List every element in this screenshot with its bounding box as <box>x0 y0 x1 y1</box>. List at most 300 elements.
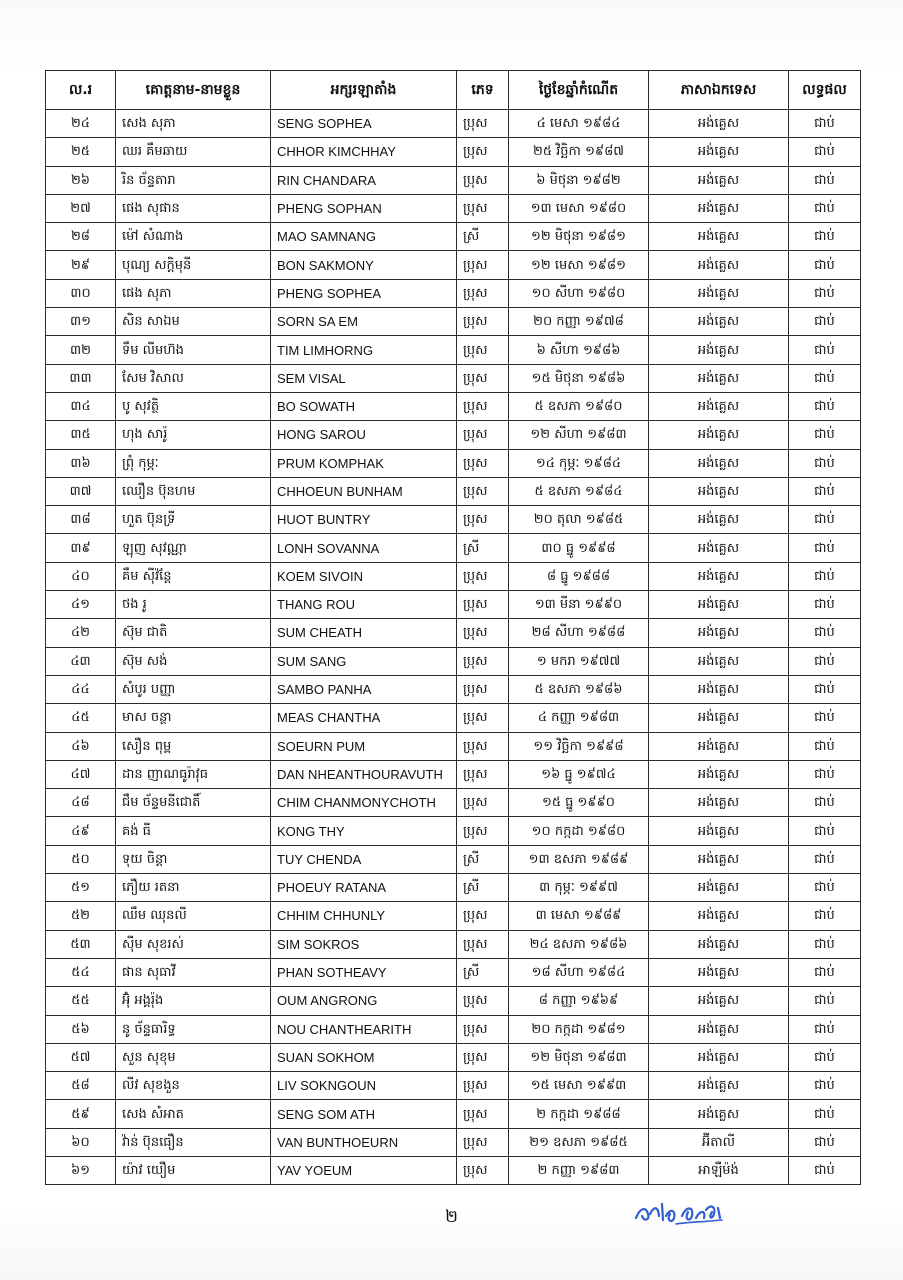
table-row <box>46 279 861 307</box>
cell-date-of-birth: ១៣ មីនា ១៩៩០ <box>509 591 649 619</box>
cell-language: អង់គ្លេស <box>649 704 789 732</box>
table-row <box>46 223 861 251</box>
table-body <box>46 110 861 1185</box>
table-row <box>46 364 861 392</box>
cell-number: ៣៩ <box>46 534 116 562</box>
cell-number: ៥៣ <box>46 930 116 958</box>
cell-latin-name: TUY CHENDA <box>271 845 457 873</box>
cell-language: អង់គ្លេស <box>649 562 789 590</box>
cell-language: អង់គ្លេស <box>649 1043 789 1071</box>
cell-result: ជាប់ <box>789 789 861 817</box>
cell-language: អង់គ្លេស <box>649 506 789 534</box>
cell-date-of-birth: ១២ មេសា ១៩៨១ <box>509 251 649 279</box>
cell-sex: ប្រុស <box>457 789 509 817</box>
cell-number: ២៦ <box>46 166 116 194</box>
cell-result: ជាប់ <box>789 732 861 760</box>
cell-khmer-name: សែម វិសាល <box>116 364 271 392</box>
table-row <box>46 1015 861 1043</box>
cell-sex: ប្រុស <box>457 562 509 590</box>
cell-number: ៤០ <box>46 562 116 590</box>
cell-latin-name: LONH SOVANNA <box>271 534 457 562</box>
cell-latin-name: HUOT BUNTRY <box>271 506 457 534</box>
cell-date-of-birth: ៤ មេសា ១៩៨៤ <box>509 110 649 138</box>
cell-language: អង់គ្លេស <box>649 874 789 902</box>
cell-sex: ស្រី <box>457 534 509 562</box>
cell-latin-name: PHOEUY RATANA <box>271 874 457 902</box>
cell-date-of-birth: ៤ កញ្ញា ១៩៨៣ <box>509 704 649 732</box>
cell-number: ៣៦ <box>46 449 116 477</box>
cell-latin-name: PHENG SOPHEA <box>271 279 457 307</box>
cell-result: ជាប់ <box>789 506 861 534</box>
cell-khmer-name: ផេង សុផាន <box>116 194 271 222</box>
header-latin-name: អក្សរឡាតាំង <box>271 71 457 110</box>
cell-language: អង់គ្លេស <box>649 591 789 619</box>
cell-language: អង់គ្លេស <box>649 817 789 845</box>
cell-latin-name: KONG THY <box>271 817 457 845</box>
table-row <box>46 336 861 364</box>
cell-number: ៤៨ <box>46 789 116 817</box>
cell-date-of-birth: ១២ មិថុនា ១៩៨១ <box>509 223 649 251</box>
table-header-row <box>46 71 861 110</box>
cell-result: ជាប់ <box>789 110 861 138</box>
table-row <box>46 251 861 279</box>
cell-khmer-name: លីវ សុខងួន <box>116 1072 271 1100</box>
cell-latin-name: OUM ANGRONG <box>271 987 457 1015</box>
cell-khmer-name: ស៊ីម សុខរស់ <box>116 930 271 958</box>
table-row <box>46 591 861 619</box>
cell-khmer-name: បូ សុវត្ថិ <box>116 392 271 420</box>
cell-number: ៥៩ <box>46 1100 116 1128</box>
header-khmer-name: គោត្តនាម-នាមខ្លួន <box>116 71 271 110</box>
cell-language: អង់គ្លេស <box>649 336 789 364</box>
cell-date-of-birth: ២០ កញ្ញា ១៩៧៨ <box>509 308 649 336</box>
table-row <box>46 1128 861 1156</box>
cell-date-of-birth: ១១ វិច្ឆិកា ១៩៩៨ <box>509 732 649 760</box>
cell-result: ជាប់ <box>789 251 861 279</box>
cell-khmer-name: គឹម ស៊ីវ៉ន្តែ <box>116 562 271 590</box>
cell-result: ជាប់ <box>789 421 861 449</box>
table-row <box>46 704 861 732</box>
cell-latin-name: SAMBO PANHA <box>271 675 457 703</box>
cell-number: ៥៨ <box>46 1072 116 1100</box>
table-row <box>46 477 861 505</box>
cell-number: ៥០ <box>46 845 116 873</box>
cell-latin-name: BON SAKMONY <box>271 251 457 279</box>
cell-language: អង់គ្លេស <box>649 619 789 647</box>
cell-result: ជាប់ <box>789 336 861 364</box>
cell-result: ជាប់ <box>789 874 861 902</box>
cell-date-of-birth: ៥ ឧសភា ១៩៨០ <box>509 392 649 420</box>
cell-result: ជាប់ <box>789 194 861 222</box>
cell-sex: ប្រុស <box>457 619 509 647</box>
cell-date-of-birth: ១២ មិថុនា ១៩៨៣ <box>509 1043 649 1071</box>
cell-language: អ៊ីតាលី <box>649 1128 789 1156</box>
table-row <box>46 308 861 336</box>
cell-latin-name: BO SOWATH <box>271 392 457 420</box>
cell-khmer-name: សំបូរ បញ្ញា <box>116 675 271 703</box>
cell-result: ជាប់ <box>789 1043 861 1071</box>
cell-khmer-name: ផេង សុភា <box>116 279 271 307</box>
table-row <box>46 1043 861 1071</box>
table-row <box>46 987 861 1015</box>
cell-date-of-birth: ៥ ឧសភា ១៩៨៦ <box>509 675 649 703</box>
cell-date-of-birth: ៨ ធ្នូ ១៩៨៨ <box>509 562 649 590</box>
cell-language: អង់គ្លេស <box>649 845 789 873</box>
cell-date-of-birth: ១៦ ធ្នូ ១៩៧៤ <box>509 760 649 788</box>
cell-khmer-name: រិន ច័ន្ទតារា <box>116 166 271 194</box>
cell-khmer-name: ថង រូ <box>116 591 271 619</box>
cell-number: ២៩ <box>46 251 116 279</box>
cell-number: ៤៤ <box>46 675 116 703</box>
cell-language: អង់គ្លេស <box>649 534 789 562</box>
cell-date-of-birth: ៣ មេសា ១៩៨៩ <box>509 902 649 930</box>
cell-date-of-birth: ៣០ ធ្នូ ១៩៩៨ <box>509 534 649 562</box>
cell-result: ជាប់ <box>789 987 861 1015</box>
cell-result: ជាប់ <box>789 1100 861 1128</box>
table-row <box>46 534 861 562</box>
cell-result: ជាប់ <box>789 223 861 251</box>
cell-sex: ប្រុស <box>457 902 509 930</box>
cell-language: អង់គ្លេស <box>649 760 789 788</box>
cell-language: អង់គ្លេស <box>649 732 789 760</box>
cell-sex: ប្រុស <box>457 251 509 279</box>
cell-number: ៥៤ <box>46 958 116 986</box>
cell-latin-name: SIM SOKROS <box>271 930 457 958</box>
table-row <box>46 675 861 703</box>
cell-sex: ប្រុស <box>457 1072 509 1100</box>
cell-language: អង់គ្លេស <box>649 987 789 1015</box>
cell-number: ៤១ <box>46 591 116 619</box>
cell-number: ៤៧ <box>46 760 116 788</box>
cell-sex: ប្រុស <box>457 364 509 392</box>
cell-date-of-birth: ១៨ សីហា ១៩៨៤ <box>509 958 649 986</box>
cell-language: អង់គ្លេស <box>649 251 789 279</box>
cell-language: អង់គ្លេស <box>649 902 789 930</box>
cell-khmer-name: ទុយ ចិន្តា <box>116 845 271 873</box>
cell-khmer-name: សេង សំអាត <box>116 1100 271 1128</box>
cell-sex: ប្រុស <box>457 732 509 760</box>
cell-date-of-birth: ១០ សីហា ១៩៨០ <box>509 279 649 307</box>
cell-sex: ស្រី <box>457 845 509 873</box>
cell-language: អង់គ្លេស <box>649 364 789 392</box>
cell-language: អង់គ្លេស <box>649 675 789 703</box>
cell-khmer-name: ដាន ញាណធូរ៉ាវុធ <box>116 760 271 788</box>
cell-number: ៤៦ <box>46 732 116 760</box>
cell-language: អង់គ្លេស <box>649 279 789 307</box>
cell-date-of-birth: ២១ ឧសភា ១៩៨៥ <box>509 1128 649 1156</box>
cell-sex: ប្រុស <box>457 930 509 958</box>
cell-number: ៣១ <box>46 308 116 336</box>
cell-result: ជាប់ <box>789 477 861 505</box>
cell-result: ជាប់ <box>789 562 861 590</box>
cell-sex: ប្រុស <box>457 449 509 477</box>
table-row <box>46 421 861 449</box>
cell-result: ជាប់ <box>789 760 861 788</box>
cell-result: ជាប់ <box>789 591 861 619</box>
cell-sex: ប្រុស <box>457 392 509 420</box>
cell-date-of-birth: ១៣ ឧសភា ១៩៨៩ <box>509 845 649 873</box>
cell-sex: ប្រុស <box>457 421 509 449</box>
cell-sex: ស្រី <box>457 958 509 986</box>
cell-result: ជាប់ <box>789 1015 861 1043</box>
cell-result: ជាប់ <box>789 1156 861 1184</box>
cell-number: ៣៣ <box>46 364 116 392</box>
cell-date-of-birth: ១ មករា ១៩៧៧ <box>509 647 649 675</box>
cell-date-of-birth: ២៥ វិច្ឆិកា ១៩៨៧ <box>509 138 649 166</box>
cell-khmer-name: ឡុញ សុវណ្ណា <box>116 534 271 562</box>
cell-sex: ប្រុស <box>457 477 509 505</box>
cell-latin-name: SUM CHEATH <box>271 619 457 647</box>
cell-language: អង់គ្លេស <box>649 194 789 222</box>
cell-result: ជាប់ <box>789 930 861 958</box>
cell-latin-name: SENG SOM ATH <box>271 1100 457 1128</box>
cell-number: ៣២ <box>46 336 116 364</box>
cell-number: ៣៥ <box>46 421 116 449</box>
cell-number: ៥១ <box>46 874 116 902</box>
cell-khmer-name: គង់ ធី <box>116 817 271 845</box>
header-number: ល.រ <box>46 71 116 110</box>
cell-date-of-birth: ៣ កុម្ភៈ ១៩៩៧ <box>509 874 649 902</box>
cell-language: អង់គ្លេស <box>649 930 789 958</box>
table-row <box>46 874 861 902</box>
table-row <box>46 110 861 138</box>
cell-number: ៦១ <box>46 1156 116 1184</box>
cell-date-of-birth: ២០ តុលា ១៩៨៥ <box>509 506 649 534</box>
table-row <box>46 506 861 534</box>
cell-date-of-birth: ៦ សីហា ១៩៨៦ <box>509 336 649 364</box>
cell-latin-name: PRUM KOMPHAK <box>271 449 457 477</box>
cell-language: អង់គ្លេស <box>649 958 789 986</box>
cell-date-of-birth: ២៨ សីហា ១៩៨៨ <box>509 619 649 647</box>
table-row <box>46 619 861 647</box>
cell-number: ៦០ <box>46 1128 116 1156</box>
table-row <box>46 138 861 166</box>
cell-language: អង់គ្លេស <box>649 449 789 477</box>
cell-latin-name: CHHOR KIMCHHAY <box>271 138 457 166</box>
cell-latin-name: CHHOEUN BUNHAM <box>271 477 457 505</box>
table-row <box>46 449 861 477</box>
cell-latin-name: KOEM SIVOIN <box>271 562 457 590</box>
cell-result: ជាប់ <box>789 845 861 873</box>
cell-language: អង់គ្លេស <box>649 392 789 420</box>
cell-language: អង់គ្លេស <box>649 166 789 194</box>
cell-khmer-name: សិន សាឯម <box>116 308 271 336</box>
cell-latin-name: TIM LIMHORNG <box>271 336 457 364</box>
cell-khmer-name: ស៊ុម ជាតិ <box>116 619 271 647</box>
cell-number: ៣៨ <box>46 506 116 534</box>
page-number: ២ <box>445 1207 458 1227</box>
cell-latin-name: NOU CHANTHEARITH <box>271 1015 457 1043</box>
cell-date-of-birth: ១៥ មេសា ១៩៩៣ <box>509 1072 649 1100</box>
table-row <box>46 817 861 845</box>
cell-language: អង់គ្លេស <box>649 421 789 449</box>
cell-latin-name: DAN NHEANTHOURAVUTH <box>271 760 457 788</box>
cell-result: ជាប់ <box>789 166 861 194</box>
cell-date-of-birth: ១៥ មិថុនា ១៩៨៦ <box>509 364 649 392</box>
cell-khmer-name: ភឿយ រតនា <box>116 874 271 902</box>
cell-result: ជាប់ <box>789 279 861 307</box>
table-row <box>46 647 861 675</box>
cell-result: ជាប់ <box>789 1128 861 1156</box>
cell-result: ជាប់ <box>789 392 861 420</box>
cell-khmer-name: ហុង សារ៉ូ <box>116 421 271 449</box>
table-row <box>46 845 861 873</box>
cell-sex: ប្រុស <box>457 704 509 732</box>
cell-latin-name: SOEURN PUM <box>271 732 457 760</box>
cell-result: ជាប់ <box>789 675 861 703</box>
cell-number: ២៨ <box>46 223 116 251</box>
table-row <box>46 902 861 930</box>
cell-sex: ប្រុស <box>457 166 509 194</box>
cell-language: អង់គ្លេស <box>649 1072 789 1100</box>
cell-number: ២៧ <box>46 194 116 222</box>
table-row <box>46 392 861 420</box>
cell-khmer-name: យ៉ាវ យឿម <box>116 1156 271 1184</box>
cell-date-of-birth: ១៤ កុម្ភៈ ១៩៨៤ <box>509 449 649 477</box>
cell-khmer-name: ឈឹម ឈុនលី <box>116 902 271 930</box>
cell-language: អង់គ្លេស <box>649 477 789 505</box>
cell-khmer-name: ទឹម លីមហ៊ង <box>116 336 271 364</box>
cell-khmer-name: ស៊ុម សង់ <box>116 647 271 675</box>
cell-sex: ប្រុស <box>457 194 509 222</box>
cell-latin-name: CHIM CHANMONYCHOTH <box>271 789 457 817</box>
cell-number: ៥២ <box>46 902 116 930</box>
table-row <box>46 958 861 986</box>
cell-latin-name: RIN CHANDARA <box>271 166 457 194</box>
cell-sex: ប្រុស <box>457 675 509 703</box>
cell-result: ជាប់ <box>789 619 861 647</box>
cell-language: អង់គ្លេស <box>649 138 789 166</box>
cell-language: អង់គ្លេស <box>649 1015 789 1043</box>
cell-sex: ប្រុស <box>457 1156 509 1184</box>
cell-number: ៥៦ <box>46 1015 116 1043</box>
cell-khmer-name: ឈឿន ប៊ុនហម <box>116 477 271 505</box>
cell-khmer-name: សួន សុខុម <box>116 1043 271 1071</box>
cell-result: ជាប់ <box>789 647 861 675</box>
header-date-of-birth: ថ្ងៃខែឆ្នាំកំណើត <box>509 71 649 110</box>
cell-result: ជាប់ <box>789 534 861 562</box>
cell-date-of-birth: ២ កញ្ញា ១៩៨៣ <box>509 1156 649 1184</box>
cell-khmer-name: សេង សុភា <box>116 110 271 138</box>
cell-latin-name: PHAN SOTHEAVY <box>271 958 457 986</box>
cell-date-of-birth: ៨ កញ្ញា ១៩៦៩ <box>509 987 649 1015</box>
cell-language: អង់គ្លេស <box>649 223 789 251</box>
cell-sex: ប្រុស <box>457 336 509 364</box>
cell-sex: ប្រុស <box>457 987 509 1015</box>
cell-sex: ប្រុស <box>457 817 509 845</box>
table-row <box>46 789 861 817</box>
cell-result: ជាប់ <box>789 817 861 845</box>
header-language: ភាសាឯកទេស <box>649 71 789 110</box>
cell-date-of-birth: ២ កក្កដា ១៩៨៨ <box>509 1100 649 1128</box>
cell-result: ជាប់ <box>789 958 861 986</box>
cell-sex: ប្រុស <box>457 760 509 788</box>
table-row <box>46 1100 861 1128</box>
cell-number: ៥៥ <box>46 987 116 1015</box>
cell-khmer-name: មាស ចន្ថា <box>116 704 271 732</box>
cell-result: ជាប់ <box>789 308 861 336</box>
header-result: លទ្ធផល <box>789 71 861 110</box>
cell-latin-name: LIV SOKNGOUN <box>271 1072 457 1100</box>
cell-result: ជាប់ <box>789 138 861 166</box>
cell-khmer-name: វ៉ាន់ ប៊ុនធឿន <box>116 1128 271 1156</box>
cell-sex: ប្រុស <box>457 138 509 166</box>
cell-khmer-name: បុណ្យ សក្តិមុនី <box>116 251 271 279</box>
cell-number: ២៤ <box>46 110 116 138</box>
cell-latin-name: YAV YOEUM <box>271 1156 457 1184</box>
table-row <box>46 562 861 590</box>
cell-language: អង់គ្លេស <box>649 647 789 675</box>
cell-date-of-birth: ២៤ ឧសភា ១៩៨៦ <box>509 930 649 958</box>
cell-latin-name: MAO SAMNANG <box>271 223 457 251</box>
cell-sex: ប្រុស <box>457 1015 509 1043</box>
table-row <box>46 760 861 788</box>
cell-sex: ប្រុស <box>457 506 509 534</box>
cell-khmer-name: ហួត ប៊ុនទ្រី <box>116 506 271 534</box>
cell-language: អង់គ្លេស <box>649 1100 789 1128</box>
cell-date-of-birth: ១២ សីហា ១៩៨៣ <box>509 421 649 449</box>
cell-date-of-birth: ៦ មិថុនា ១៩៨២ <box>509 166 649 194</box>
cell-sex: ប្រុស <box>457 110 509 138</box>
cell-language: អាឡឺម៉ង់ <box>649 1156 789 1184</box>
table-row <box>46 732 861 760</box>
cell-sex: ប្រុស <box>457 591 509 619</box>
cell-number: ៤២ <box>46 619 116 647</box>
cell-sex: ស្រី <box>457 223 509 251</box>
cell-sex: ប្រុស <box>457 1100 509 1128</box>
cell-latin-name: HONG SAROU <box>271 421 457 449</box>
cell-result: ជាប់ <box>789 902 861 930</box>
cell-latin-name: THANG ROU <box>271 591 457 619</box>
cell-latin-name: SENG SOPHEA <box>271 110 457 138</box>
cell-language: អង់គ្លេស <box>649 110 789 138</box>
cell-khmer-name: ឈរ គឹមឆាយ <box>116 138 271 166</box>
cell-khmer-name: ម៉ៅ សំណាង <box>116 223 271 251</box>
cell-date-of-birth: ១០ កក្កដា ១៩៨០ <box>509 817 649 845</box>
cell-number: ៤៣ <box>46 647 116 675</box>
cell-sex: ស្រី <box>457 874 509 902</box>
cell-sex: ប្រុស <box>457 279 509 307</box>
cell-date-of-birth: ៥ ឧសភា ១៩៨៤ <box>509 477 649 505</box>
cell-language: អង់គ្លេស <box>649 789 789 817</box>
cell-result: ជាប់ <box>789 704 861 732</box>
header-sex: ភេទ <box>457 71 509 110</box>
cell-date-of-birth: ២០ កក្កដា ១៩៨១ <box>509 1015 649 1043</box>
table-row <box>46 194 861 222</box>
candidate-results-table <box>45 70 861 1185</box>
cell-latin-name: MEAS CHANTHA <box>271 704 457 732</box>
cell-sex: ប្រុស <box>457 647 509 675</box>
cell-latin-name: SORN SA EM <box>271 308 457 336</box>
cell-khmer-name: នូ ច័ន្ទធារិទ្ធ <box>116 1015 271 1043</box>
cell-latin-name: SUM SANG <box>271 647 457 675</box>
table-row <box>46 930 861 958</box>
cell-latin-name: SEM VISAL <box>271 364 457 392</box>
cell-number: ៣៧ <box>46 477 116 505</box>
cell-result: ជាប់ <box>789 449 861 477</box>
cell-sex: ប្រុស <box>457 308 509 336</box>
table-row <box>46 1156 861 1184</box>
cell-number: ២៥ <box>46 138 116 166</box>
cell-khmer-name: ផាន សុធាវី <box>116 958 271 986</box>
cell-khmer-name: សឿន ពុម្ព <box>116 732 271 760</box>
table-row <box>46 166 861 194</box>
cell-result: ជាប់ <box>789 364 861 392</box>
cell-latin-name: VAN BUNTHOEURN <box>271 1128 457 1156</box>
cell-number: ៣៤ <box>46 392 116 420</box>
cell-result: ជាប់ <box>789 1072 861 1100</box>
cell-latin-name: SUAN SOKHOM <box>271 1043 457 1071</box>
